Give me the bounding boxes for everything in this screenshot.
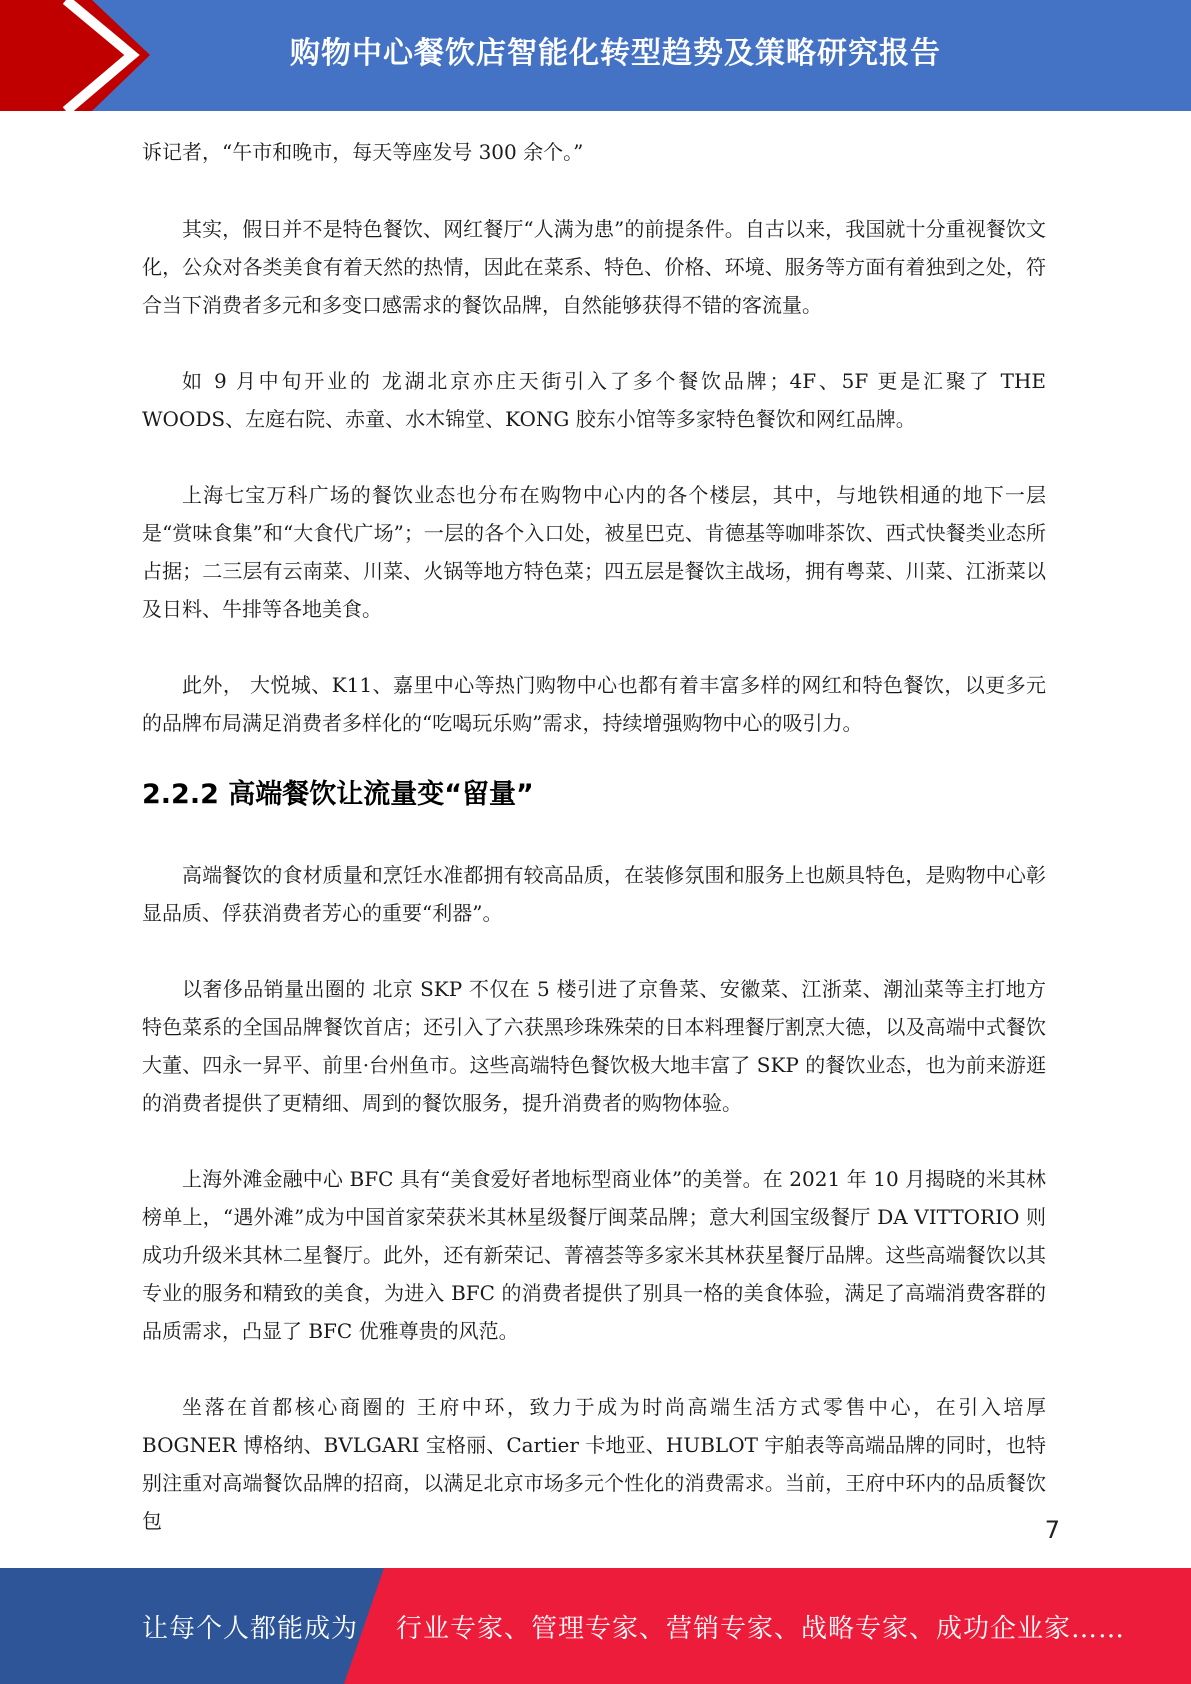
page-number: 7 [1044,1516,1060,1544]
section-heading: 2.2.2 高端餐饮让流量变“留量” [142,779,534,810]
report-title: 购物中心餐饮店智能化转型趋势及策略研究报告 [290,36,941,71]
footer-slogan-right: 行业专家、管理专家、营销专家、战略专家、成功企业家…… [396,1613,1126,1644]
paragraph-qibao-vanke: 上海七宝万科广场的餐饮业态也分布在购物中心内的各个楼层，其中，与地铁相通的地下一层是“赏味食集”和“大食代广场”；一层的各个入口处，被星巴克、肯德基等咖啡茶饮、西式快餐类业态所占据；二三层有云南菜、川菜、火锅等地方特色菜；四五层是餐饮主战场，拥有粤菜、川菜、江浙菜以及日料、牛排等各地美食。 [142,483,1046,621]
paragraph-wangfu-central: 坐落在首都核心商圈的 王府中环，致力于成为时尚高端生活方式零售中心，在引入培厚 BOGNER 博格纳、BVLGARI 宝格丽、Cartier 卡地亚、HUBLOT 宇舶表等高端品牌的同时，也特别注重对高端餐饮品牌的招商，以满足北京市场多元个性化的消费需求。当前，王府中环内的品质餐饮包 [142,1395,1046,1533]
red-chevron-decoration [0,0,160,111]
paragraph-joy-city-k11: 此外， 大悦城、K11、嘉里中心等热门购物中心也都有着丰富多样的网红和特色餐饮，以更多元的品牌布局满足消费者多样化的“吃喝玩乐购”需求，持续增强购物中心的吸引力。 [142,673,1046,735]
paragraph-shanghai-bfc: 上海外滩金融中心 BFC 具有“美食爱好者地标型商业体”的美誉。在 2021 年 10 月揭晓的米其林榜单上，“遇外滩”成为中国首家荣获米其林星级餐厅闽菜品牌；意大利国宝级餐厅 DA VITTORIO 则成功升级米其林二星餐厅。此外，还有新荣记、菁禧荟等多家米其林获星餐厅品牌。这些高端餐饮以其专业的服务和精致的美食，为进入 BFC 的消费者提供了别具一格的美食体验，满足了高端消费客群的品质需求，凸显了 BFC 优雅尊贵的风范。 [142,1167,1046,1343]
paragraph-beijing-skp: 以奢侈品销量出圈的 北京 SKP 不仅在 5 楼引进了京鲁菜、安徽菜、江浙菜、潮汕菜等主打地方特色菜系的全国品牌餐饮首店；还引入了六获黑珍珠殊荣的日本料理餐厅割烹大德，以及高端中式餐饮大董、四永一昇平、前里·台州鱼市。这些高端特色餐饮极大地丰富了 SKP 的餐饮业态，也为前来游逛的消费者提供了更精细、周到的餐饮服务，提升消费者的购物体验。 [142,977,1046,1115]
paragraph-longfor-yizhuang: 如 9 月中旬开业的 龙湖北京亦庄天街引入了多个餐饮品牌；4F、5F 更是汇聚了 THE WOODS、左庭右院、赤童、水木锦堂、KONG 胶东小馆等多家特色餐饮和网红品牌。 [142,369,1046,431]
paragraph-continuation: 诉记者，“午市和晚市，每天等座发号 300 余个。” [142,140,584,164]
page-footer [0,1568,1191,1684]
paragraph-high-end-dining: 高端餐饮的食材质量和烹饪水准都拥有较高品质，在装修氛围和服务上也颇具特色，是购物中心彰显品质、俘获消费者芳心的重要“利器”。 [142,863,1046,925]
paragraph-holiday-dining: 其实，假日并不是特色餐饮、网红餐厅“人满为患”的前提条件。自古以来，我国就十分重视餐饮文化，公众对各类美食有着天然的热情，因此在菜系、特色、价格、环境、服务等方面有着独到之处，符合当下消费者多元和多变口感需求的餐饮品牌，自然能够获得不错的客流量。 [142,217,1046,317]
footer-slogan-left: 让每个人都能成为 [142,1613,359,1644]
page-header [0,0,1191,111]
